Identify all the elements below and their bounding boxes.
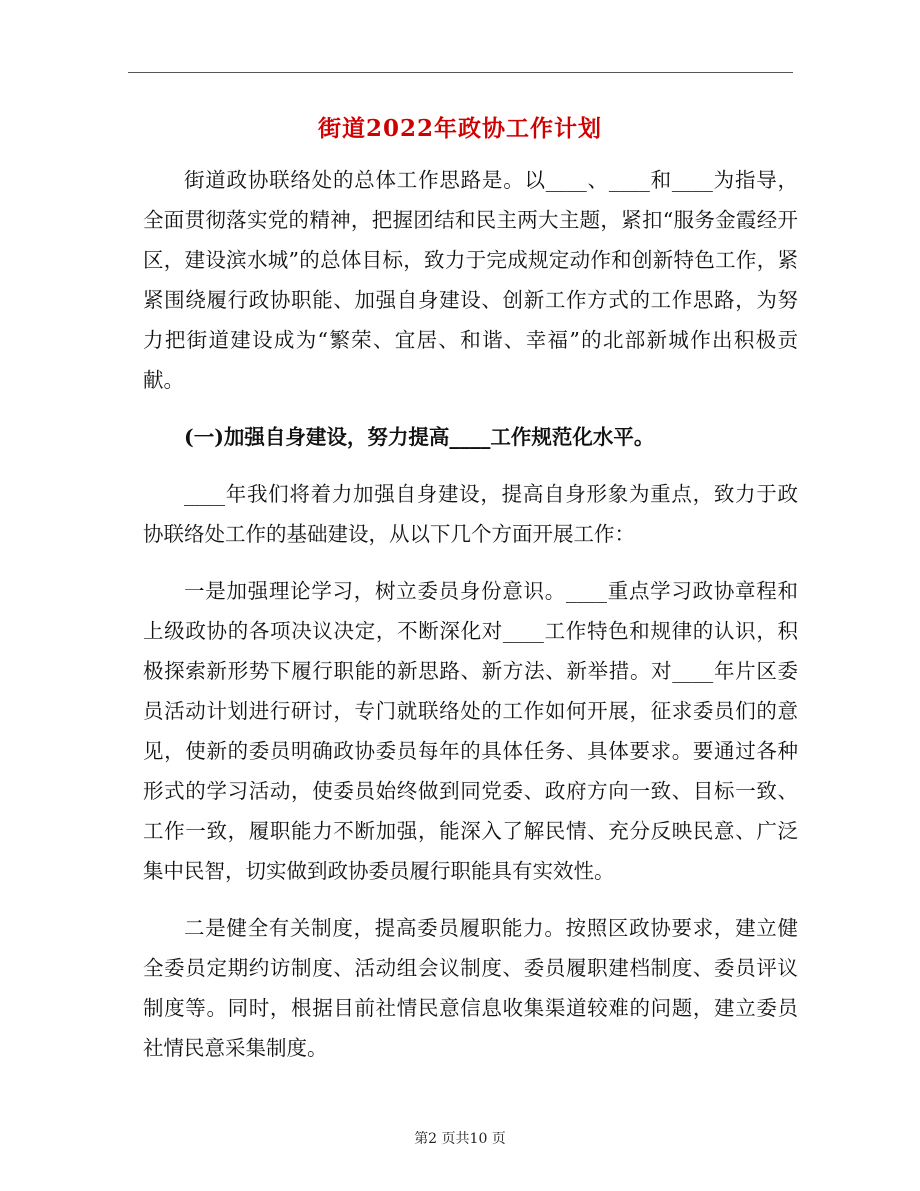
paragraph-system-building: 二是健全有关制度，提高委员履职能力。按照区政协要求，建立健全委员定期约访制度、活动组会议制度、委员履职建档制度、委员评议制度等。同时，根据目前社情民意信息收集渠道较难的问题，建立委员社情民意采集制度。 [143,916,798,1060]
section-heading: (一)加强自身建设，努力提高____工作规范化水平。 [184,425,655,449]
page-footer: 第2 页共10 页 [414,1131,506,1147]
document-title: 街道2022年政协工作计划 [317,115,602,142]
document-body [143,160,798,1068]
header-rule [128,72,793,73]
paragraph-intro: 街道政协联络处的总体工作思路是。以____、____和____为指导，全面贯彻落实党的精神，把握团结和民主两大主题，紧扣“服务金霞经开区，建设滨水城”的总体目标，致力于完成规定动作和创新特色工作，紧紧围绕履行政协职能、加强自身建设、创新工作方式的工作思路，为努力把街道建设成为“繁荣、宜居、和谐、幸福”的北部新城作出积极贡献。 [143,168,798,392]
paragraph-theory-study: 一是加强理论学习，树立委员身份意识。____重点学习政协章程和上级政协的各项决议决定，不断深化对____工作特色和规律的认识，积极探索新形势下履行职能的新思路、新方法、新举措。对____年片区委员活动计划进行研讨，专门就联络处的工作如何开展，征求委员们的意见，使新的委员明确政协委员每年的具体任务、具体要求。要通过各种形式的学习活动，使委员始终做到同党委、政府方向一致、目标一致、工作一致，履职能力不断加强，能深入了解民情、充分反映民意、广泛集中民智，切实做到政协委员履行职能具有实效性。 [143,579,798,883]
paragraph-overview: ____年我们将着力加强自身建设，提高自身形象为重点，致力于政协联络处工作的基础建设，从以下几个方面开展工作： [143,482,798,546]
